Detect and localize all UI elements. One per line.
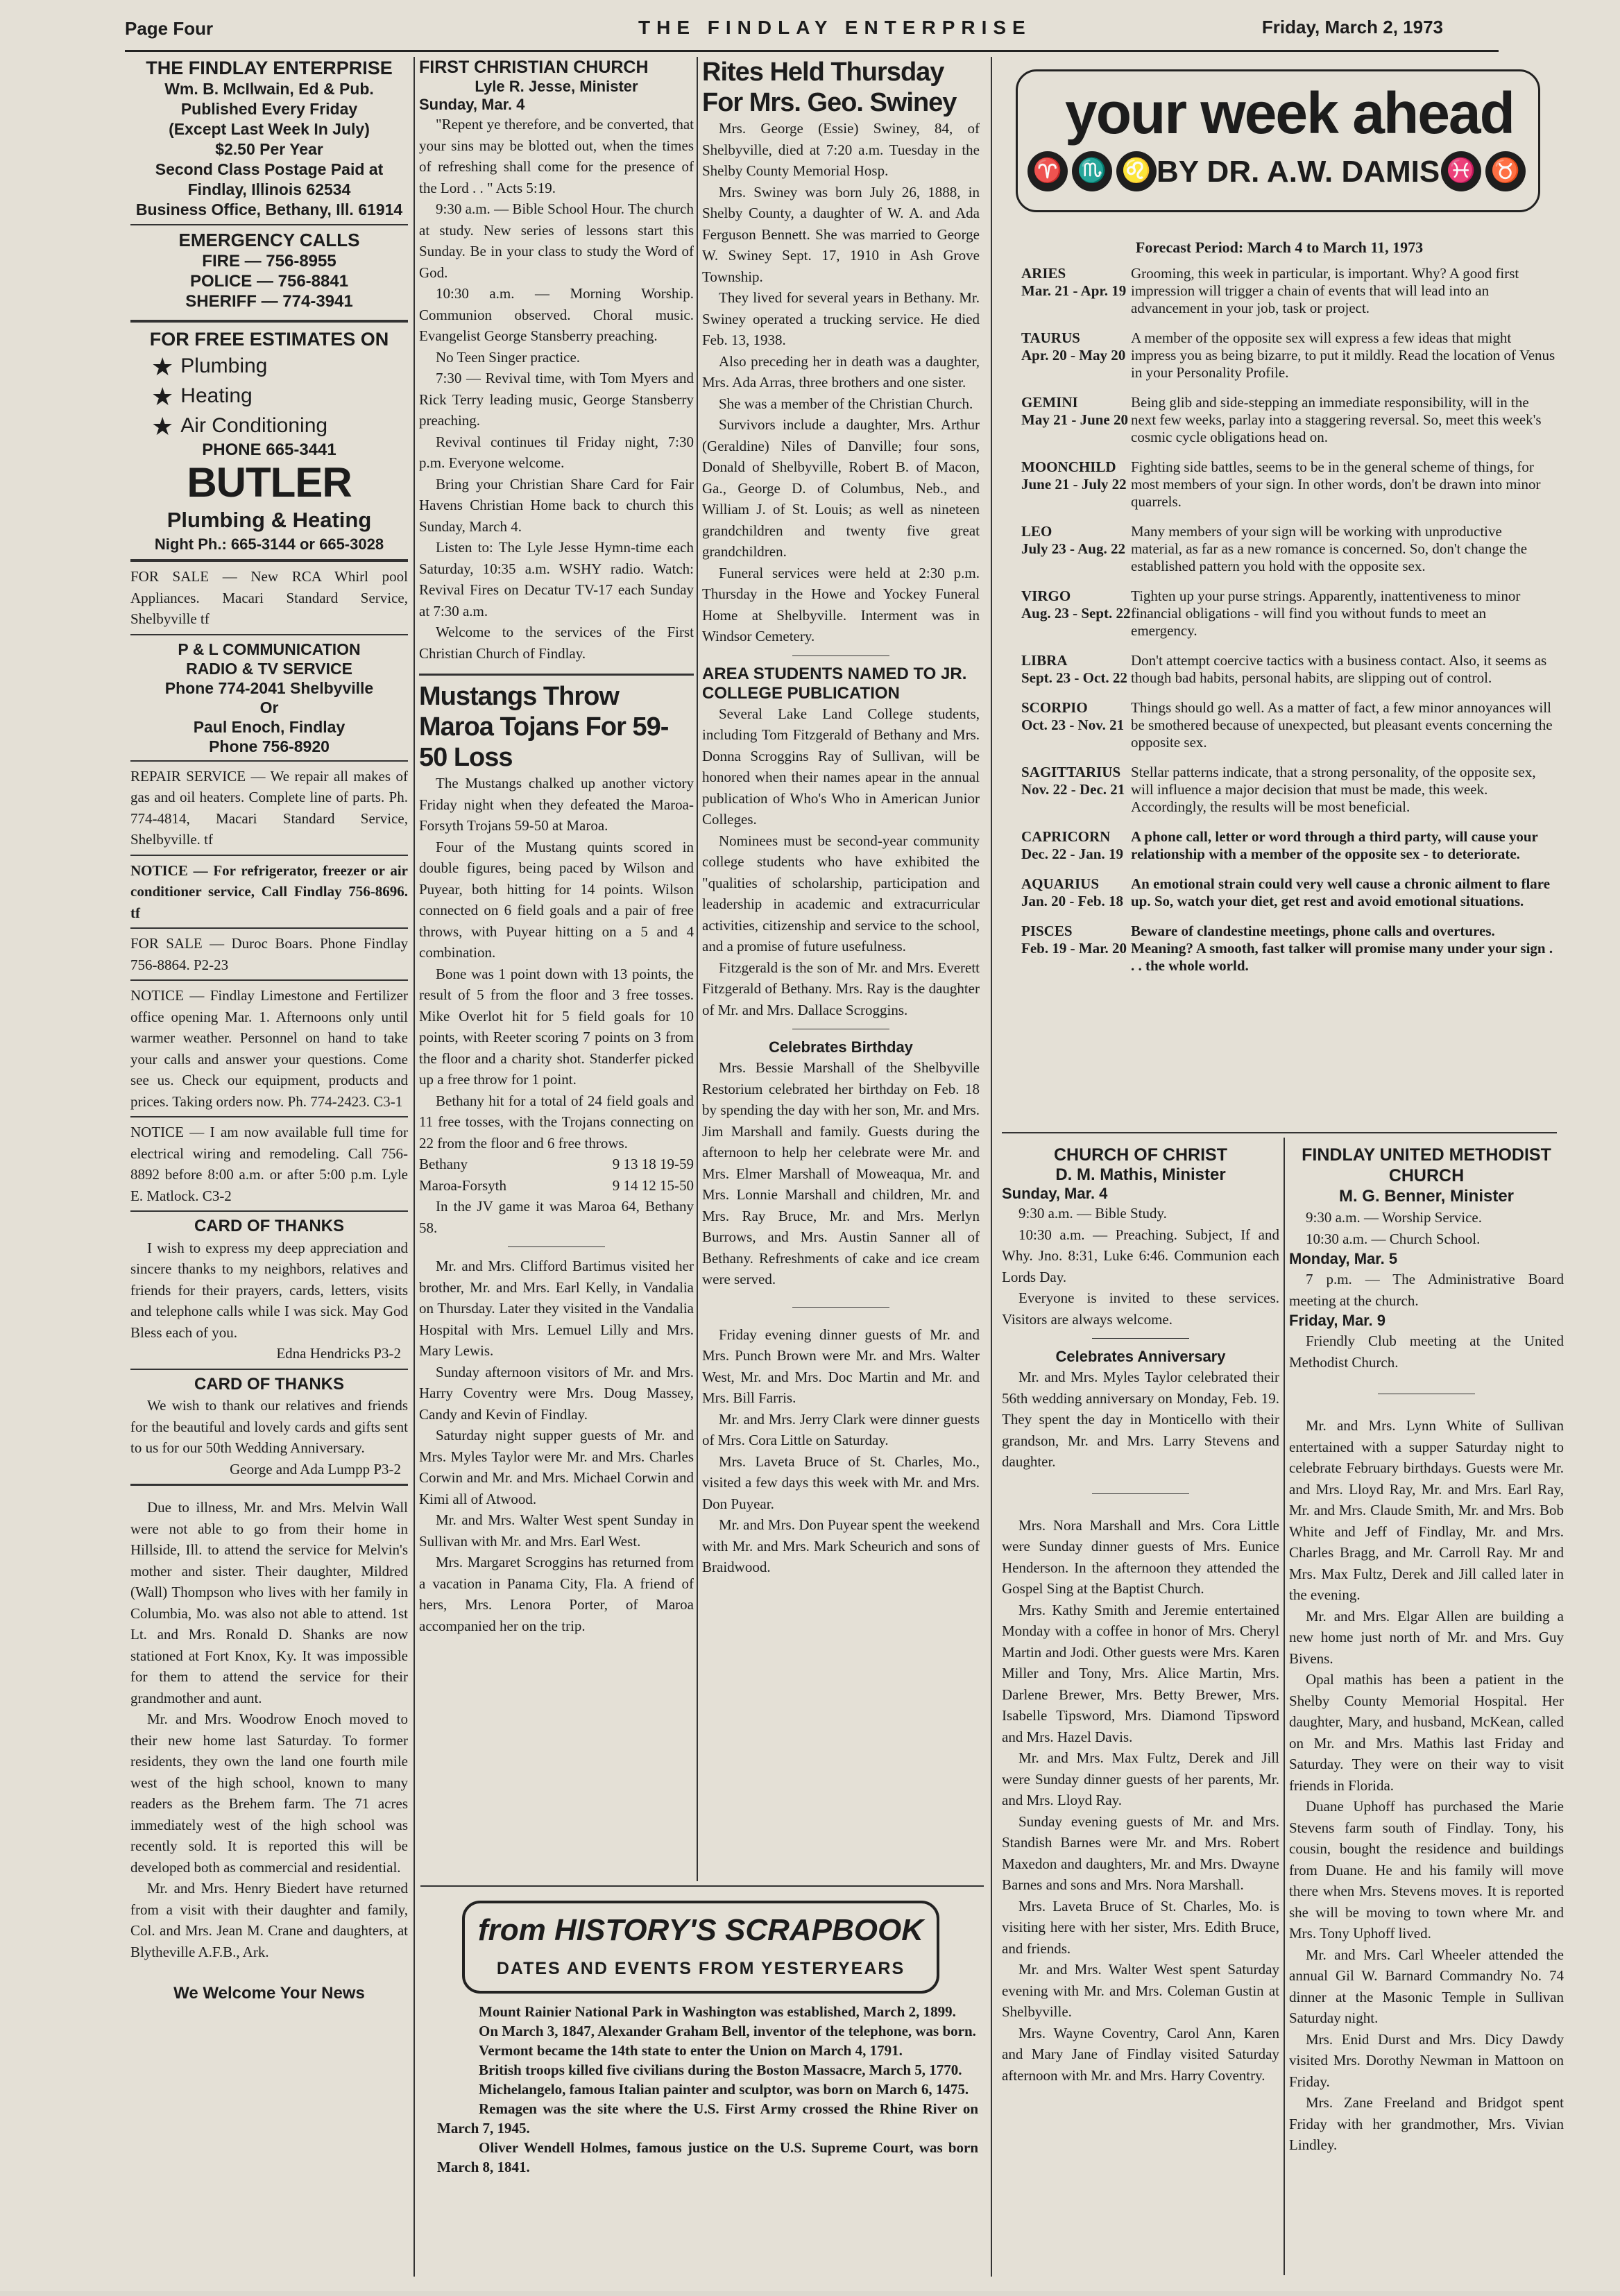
church-minister: M. G. Benner, Minister [1338, 1187, 1515, 1206]
column-divider [413, 57, 415, 2277]
divider [130, 760, 408, 762]
church-line: 10:30 a.m. — Church School. [1306, 1230, 1481, 1247]
pl-line: Phone 756-8920 [209, 737, 330, 755]
sign-text: Beware of clandestine meetings, phone calls and overtures. Meaning? A smooth, fast talker will promise many under your sign . . . the whole world. [1131, 923, 1553, 974]
service-item [130, 382, 408, 411]
sign-text: Don't attempt coercive tactics with a business contact. Also, it seems as though bad habits, personal habits, are slipping out of control. [1131, 652, 1547, 686]
divider [130, 1484, 408, 1486]
scrapbook-banner [462, 1901, 939, 1994]
publication-info [130, 79, 408, 220]
article-paragraph: Nominees must be second-year community college students who have exhibited the "qualities of scholarship, participation and leadership in academic and extracurricular activities, citizenship and service to the school, and a promise of future usefulness. [702, 832, 980, 954]
leo-icon: ♌ [1116, 151, 1157, 191]
church-paragraph: No Teen Singer practice. [436, 348, 581, 366]
issue-date: Friday, March 2, 1973 [1261, 17, 1443, 37]
sign-name: AQUARIUS [1021, 875, 1100, 892]
article-paragraph: She was a member of the Christian Church. [719, 395, 973, 412]
butler-sub: Plumbing & Heating [167, 508, 372, 532]
page-number: Page Four [125, 18, 214, 39]
masthead [125, 12, 1443, 47]
score-team: Maroa-Forsyth [419, 1176, 506, 1194]
card-of-thanks-sign: Edna Hendricks P3-2 [276, 1345, 401, 1362]
church-paragraph: Welcome to the services of the First Christian Church of Findlay. [419, 624, 694, 662]
sign-name: GEMINI [1021, 394, 1078, 411]
social-paragraph: Mrs. Zane Freeland and Bridgot spent Friday with her grandmother, Mrs. Vivian Lindley. [1289, 2094, 1564, 2153]
church-paragraph: 10:30 a.m. — Preaching. Subject, If and Why. Jno. 8:31, Luke 6:46. Communion each Lords Day. [1002, 1226, 1279, 1285]
news-paragraph: Mr. and Mrs. Woodrow Enoch moved to their new home last Saturday. To former residents, they own the land one fourth mile west of the high school, known to many readers as the Brehem farm. The 71 acres immediately west of the high school was recently sold. It is reported this will be developed both as commercial and residential. [130, 1711, 408, 1876]
sign-dates: Apr. 20 - May 20 [1021, 347, 1126, 363]
sign-name: TAURUS [1021, 329, 1080, 346]
pub-line: Second Class Postage Paid at [155, 160, 384, 178]
social-paragraph: Mr. and Mrs. Don Puyear spent the weekend with Mr. and Mrs. Mark Scheurich and sons of Braidwood. [702, 1516, 980, 1575]
sign-label [1021, 588, 1131, 640]
butler-ad-top: FOR FREE ESTIMATES ON [149, 329, 389, 350]
service-label: Heating [180, 384, 253, 407]
taurus-icon: ♉ [1485, 151, 1526, 191]
article-paragraph: Bone was 1 point down with 13 points, the result of 5 from the floor and 3 free tosses. Mike Overlot hit for 5 field goals for 10 points, with Reeter scoring 7 points on 3 from the floor and a charity shot. Standerfer picked up a free throw for 1 point. [419, 965, 694, 1088]
social-paragraph: Mr. and Mrs. Jerry Clark were dinner guests of Mrs. Cora Little on Saturday. [702, 1410, 980, 1448]
article-paragraph: Also preceding her in death was a daughter, Mrs. Ada Arras, three brothers and one sister. [702, 352, 980, 391]
classified-ad: REPAIR SERVICE — We repair all makes of gas and oil heaters. Complete line of parts. Ph. 774-4814, Macari Standard Service, Shelbyville. tf [130, 767, 408, 848]
sign-name: CAPRICORN [1021, 828, 1111, 845]
sign-text: Fighting side battles, seems to be in the general scheme of things, for most members of your sign. In other words, don't be drawn into minor quarrels. [1131, 459, 1541, 510]
article-paragraph: Funeral services were held at 2:30 p.m. Thursday in the Howe and Yockey Funeral Home at Shelbyville. Interment was in Windsor Cemetery. [702, 564, 980, 644]
star-icon: ★ [151, 382, 174, 411]
sign-entry [1021, 523, 1555, 575]
service-item [130, 411, 408, 441]
butler-logo: BUTLER [187, 459, 352, 506]
article-paragraph: Several Lake Land College students, including Tom Fitzgerald of Bethany and Mrs. Donna Scroggins Ray of Sullivan, will be honored when their names apear in the annual publication of Who's Who in American Junior Colleges. [702, 705, 980, 828]
divider [130, 224, 408, 225]
sign-text: Being glib and side-stepping an immediate responsibility, will in the next few weeks, parlay into a staggering reversal. So, meet this week's cosmic cycle obligations head on. [1131, 394, 1542, 445]
church-paragraph: Everyone is invited to these services. Visitors are always welcome. [1002, 1290, 1279, 1328]
card-of-thanks-title: CARD OF THANKS [194, 1217, 344, 1235]
divider [130, 634, 408, 635]
pl-line: P & L COMMUNICATION [178, 640, 361, 658]
divider [130, 855, 408, 856]
pl-line: RADIO & TV SERVICE [186, 659, 352, 678]
divider [130, 1210, 408, 1212]
scrapbook-title: from HISTORY'S SCRAPBOOK [477, 1913, 924, 1947]
emergency-line: SHERIFF — 774-3941 [185, 292, 353, 311]
column-5 [1289, 1145, 1564, 2296]
sign-dates: Jan. 20 - Feb. 18 [1021, 893, 1123, 909]
service-label: Plumbing [180, 354, 268, 377]
article-paragraph: Mrs. Swiney was born July 26, 1888, in Shelby County, a daughter of W. A. and Ada Ferguson Bennett. She was married to George W. Swiney Sept. 17, 1910 in Ash Grove Township. [702, 183, 980, 285]
article-paragraph: In the JV game it was Maroa 64, Bethany 58. [419, 1198, 694, 1236]
sign-label [1021, 523, 1131, 575]
sign-label [1021, 828, 1131, 863]
publication-title: THE FINDLAY ENTERPRISE [146, 58, 393, 78]
divider [508, 1246, 605, 1247]
sign-dates: Feb. 19 - Mar. 20 [1021, 940, 1127, 957]
aries-icon: ♈ [1028, 151, 1068, 191]
article-paragraph: Survivors include a daughter, Mrs. Arthur (Geraldine) Niles of Danville; four sons, Donald of Shelbyville, Robert B. of Macon, Ga., George D. of Columbus, Neb., and William J. of St. Louis; as well as nineteen grandchildren and twenty five great grandchildren. [702, 416, 980, 560]
article-paragraph: The Mustangs chalked up another victory Friday night when they defeated the Maroa-Forsyth Trojans 59-50 at Maroa. [419, 775, 694, 834]
divider [130, 320, 408, 323]
sign-label [1021, 699, 1131, 751]
butler-phone: PHONE 665-3441 [202, 440, 336, 459]
service-label: Air Conditioning [180, 414, 328, 437]
social-paragraph: Opal mathis has been a patient in the Shelby County Memorial Hospital. Her daughter, Mary, and husband, McKean, called on Mr. and Mrs. Mathis last Friday and Saturday. They were on their way to visit friends in Florida. [1289, 1671, 1564, 1794]
divider [792, 1307, 889, 1308]
sign-label [1021, 459, 1131, 511]
scrapbook-subtitle: DATES AND EVENTS FROM YESTERYEARS [496, 1959, 905, 1978]
sign-name: SAGITTARIUS [1021, 764, 1121, 780]
sign-name: VIRGO [1021, 588, 1071, 604]
social-paragraph: Mr. and Mrs. Max Fultz, Derek and Jill were Sunday dinner guests of her parents, Mr. and Mrs. Lloyd Ray. [1002, 1749, 1279, 1808]
history-scrapbook [420, 1901, 984, 2275]
social-paragraph: Sunday afternoon visitors of Mr. and Mrs. Harry Coventry were Mrs. Doug Massey, Candy and Kevin of Findlay. [419, 1363, 694, 1423]
sign-text: Grooming, this week in particular, is important. Why? A good first impression will trigger a chain of events that will lead into an advancement in your job, task or project. [1131, 265, 1519, 316]
social-paragraph: Mr. and Mrs. Walter West spent Sunday in Sullivan with Mr. and Mrs. Earl West. [419, 1511, 694, 1550]
subheadline: Celebrates Anniversary [1055, 1348, 1226, 1365]
church-title: CHURCH OF CHRIST [1054, 1145, 1227, 1165]
sign-text: A phone call, letter or word through a third party, will cause your relationship with a member of the opposite sex - to deteriorate. [1131, 828, 1538, 862]
sign-entry [1021, 923, 1555, 975]
church-paragraph: Bring your Christian Share Card for Fair Havens Christian Home back to church this Sunday, March 4. [419, 475, 694, 535]
horoscope-title: your week ahead [1065, 80, 1514, 146]
sign-text: Stellar patterns indicate, that a strong personality, of the opposite sex, will influence a major decision that must be made, this week. Accordingly, the results will be most beneficial. [1131, 764, 1536, 815]
divider [1092, 1493, 1189, 1494]
card-of-thanks-body: We wish to thank our relatives and friends for the beautiful and lovely cards and gifts sent to us for our 50th Wedding Anniversary. [130, 1397, 408, 1456]
social-paragraph: Mrs. Nora Marshall and Mrs. Cora Little were Sunday dinner guests of Mrs. Eunice Henderson. In the afternoon they attended the Gospel Sing at the Baptist Church. [1002, 1516, 1279, 1597]
sign-label [1021, 875, 1131, 910]
church-date: Sunday, Mar. 4 [1002, 1185, 1108, 1202]
scrapbook-item: British troops killed five civilians during the Boston Massacre, March 5, 1770. [479, 2062, 962, 2078]
sign-label [1021, 394, 1131, 446]
social-paragraph: Duane Uphoff has purchased the Marie Stevens farm south of Findlay. Tony, his cousin, bought the residence and buildings from Duane. He and his family will move there when Mrs. Stevens moves. It is reported she will be moving to town where Mr. and Mrs. Tony Uphoff lived. [1289, 1798, 1564, 1942]
pl-line: Paul Enoch, Findlay [193, 717, 346, 736]
subheadline: Celebrates Birthday [769, 1038, 913, 1056]
sign-dates: Oct. 23 - Nov. 21 [1021, 717, 1125, 733]
social-paragraph: Mrs. Laveta Bruce of St. Charles, Mo. is visiting here with her sister, Mrs. Edith Bruce, and friends. [1002, 1897, 1279, 1957]
divider [130, 927, 408, 929]
scrapbook-item: On March 3, 1847, Alexander Graham Bell, inventor of the telephone, was born. [479, 2023, 976, 2039]
column-3 [702, 57, 980, 1902]
scrapbook-item: Vermont became the 14th state to enter the Union on March 4, 1791. [479, 2042, 903, 2059]
sign-entry [1021, 394, 1555, 446]
horoscope-banner [1016, 69, 1540, 212]
column-2 [419, 57, 694, 1902]
star-icon: ★ [151, 352, 174, 381]
pub-line: Findlay, Illinois 62534 [187, 180, 351, 198]
column-4 [1002, 1145, 1279, 2296]
emergency-line: POLICE — 756-8841 [189, 272, 349, 291]
sign-entry [1021, 329, 1555, 382]
sign-dates: Aug. 23 - Sept. 22 [1021, 605, 1131, 622]
star-icon: ★ [151, 412, 174, 440]
church-title: FIRST CHRISTIAN CHURCH [419, 58, 649, 77]
newspaper-name: THE FINDLAY ENTERPRISE [638, 17, 1032, 38]
pub-line: $2.50 Per Year [215, 140, 323, 158]
social-paragraph: Mrs. Kathy Smith and Jeremie entertained Monday with a coffee in honor of Mrs. Cheryl Martin and Jodi. Other guests were Mrs. Karen Miller and Tony, Mrs. Alice Martin, Mrs. Darlene Brewer, Mrs. Betty Brewer, Mrs. Isabelle Tipsword, Mrs. Diamond Tipsword and Mrs. Hazel Davis. [1002, 1601, 1279, 1745]
sign-name: SCORPIO [1021, 699, 1088, 716]
divider [130, 1369, 408, 1370]
church-title: FINDLAY UNITED METHODIST CHURCH [1302, 1145, 1551, 1185]
column-divider [697, 57, 698, 1881]
sign-entry [1021, 588, 1555, 640]
church-minister: D. M. Mathis, Minister [1055, 1165, 1226, 1184]
social-paragraph: Mr. and Mrs. Lynn White of Sullivan entertained with a supper Saturday night to celebrate February birthdays. Guests were Mr. and Mrs. Lloyd Ray, Mr. and Mrs. Earl Ray, Mr. and Mrs. Claude Smith, Mr. and Mrs. Bob White and Jeff of Findlay, Mr. and Mrs. Charles Bragg, and Mr. Carroll Ray. Mr and Mrs. Max Fultz, Derek and Jill called later in the evening. [1289, 1417, 1564, 1603]
service-item [130, 352, 408, 382]
scrapbook-items [437, 2002, 978, 2177]
masthead-rule [125, 50, 1499, 52]
score-team: Bethany [419, 1156, 468, 1172]
sign-label [1021, 923, 1131, 975]
social-paragraph: Mrs. Wayne Coventry, Carol Ann, Karen and Mary Jane of Findlay visited Saturday afternoon with Mr. and Mrs. Harry Coventry. [1002, 2024, 1279, 2084]
church-paragraph: Friendly Club meeting at the United Methodist Church. [1289, 1333, 1564, 1371]
article-paragraph: Fitzgerald is the son of Mr. and Mrs. Everett Fitzgerald of Bethany. Mrs. Ray is the daughter of Mr. and Mrs. Dallace Scroggins. [702, 959, 980, 1018]
emergency-line: FIRE — 756-8955 [202, 252, 336, 271]
score-row [419, 1175, 694, 1197]
church-paragraph: Listen to: The Lyle Jesse Hymn-time each Saturday, 10:35 a.m. WSHY radio. Watch: Revival Fires on Decatur TV-17 each Sunday at 7:30 a.m. [419, 539, 694, 619]
social-paragraph: Mrs. Enid Durst and Mrs. Dicy Dawdy visited Mrs. Dorothy Newman in Mattoon on Friday. [1289, 2030, 1564, 2090]
church-paragraph: 10:30 a.m. — Morning Worship. Communion observed. Choral music. Evangelist George Stansberry preaching. [419, 285, 694, 344]
church-line: 9:30 a.m. — Worship Service. [1306, 1209, 1482, 1226]
sign-dates: June 21 - July 22 [1021, 476, 1127, 492]
column-divider [1284, 1138, 1285, 2275]
sign-text: Things should go well. As a matter of fact, a few minor annoyances will be smothered because of unexpected, but pleasant events concerning the opposite sex. [1131, 699, 1553, 751]
sign-name: MOONCHILD [1021, 459, 1116, 475]
sign-label [1021, 764, 1131, 816]
scrapbook-item: Remagen was the site where the U.S. First Army crossed the Rhine River on March 7, 1945. [437, 2100, 978, 2136]
sign-dates: Sept. 23 - Oct. 22 [1021, 669, 1127, 686]
sign-text: Many members of your sign will be working with unproductive material, as far as a new romance is concerned. So, don't change the established pattern you hold with the opposite sex. [1131, 523, 1528, 574]
social-paragraph: Mrs. Laveta Bruce of St. Charles, Mo., visited a few days this week with Mr. and Mrs. Don Puyear. [702, 1453, 980, 1512]
article-paragraph: Four of the Mustang quints scored in double figures, being paced by Wilson and Puyear, both hitting for 14 points. Wilson connected on 6 field goals and a pair of free throws, with Puyear hitting on a 5 and 4 combination. [419, 838, 694, 961]
sign-label [1021, 265, 1131, 317]
divider [130, 1116, 408, 1117]
sign-dates: May 21 - June 20 [1021, 411, 1128, 428]
sign-entry [1021, 828, 1555, 863]
sign-list [1021, 265, 1555, 987]
news-paragraph: Mr. and Mrs. Henry Biedert have returned from a visit with their daughter and family, Col. and Mrs. Jean M. Crane and daughters, at Blytheville A.F.B., Ark. [130, 1880, 408, 1960]
classified-ad: NOTICE — For refrigerator, freezer or air conditioner service, Call Findlay 756-8696. tf [130, 862, 408, 921]
card-of-thanks-sign: George and Ada Lumpp P3-2 [230, 1460, 401, 1477]
horoscope-bottom-rule [1002, 1132, 1557, 1133]
news-paragraph: Due to illness, Mr. and Mrs. Melvin Wall were not able to go from their home in Hillside, Ill. to attend the service for Melvin's mother and sister. Their daughter, Mildred (Wall) Thompson who lives with her family in Columbia, Mo. was also not able to attend. 1st Lt. and Mrs. Ronald D. Shanks are now stationed at Fort Knox, Ky. It was impossible for them to attend the service for their grandmother and aunt. [130, 1499, 408, 1706]
church-paragraph: 9:30 a.m. — Bible Study. [1018, 1205, 1167, 1222]
church-paragraph: 7:30 — Revival time, with Tom Myers and Rick Terry leading music, George Stansberry preaching. [419, 370, 694, 429]
sign-entry [1021, 875, 1555, 910]
sign-text: Tighten up your purse strings. Apparently, inattentiveness to minor financial obligations - will find you without funds to meet an emergency. [1131, 588, 1521, 639]
sign-label [1021, 329, 1131, 382]
score-quarters: 9 14 12 15-50 [612, 1176, 694, 1194]
pl-line: Or [259, 698, 279, 717]
horoscope-byline: BY DR. A.W. DAMIS [1157, 155, 1440, 189]
sign-entry [1021, 652, 1555, 687]
score-row [419, 1154, 694, 1175]
sign-dates: Nov. 22 - Dec. 21 [1021, 781, 1125, 798]
headline: Rites Held Thursday For Mrs. Geo. Swiney [702, 58, 957, 117]
emergency-title: EMERGENCY CALLS [178, 230, 360, 250]
card-of-thanks-body: I wish to express my deep appreciation and sincere thanks to my neighbors, relatives and friends for their prayers, cards, letters, visits and telephone calls while I was sick. May God Bless each of you. [130, 1239, 408, 1341]
sign-text: An emotional strain could very well cause a chronic ailment to flare up. So, watch your diet, get rest and avoid emotional situations. [1131, 875, 1551, 909]
sign-entry [1021, 459, 1555, 511]
scorpio-icon: ♏ [1072, 151, 1112, 191]
welcome-news: We Welcome Your News [173, 1984, 365, 2003]
church-date: Sunday, Mar. 4 [419, 96, 525, 113]
classified-ad: NOTICE — I am now available full time for electrical wiring and remodeling. Call 756-8892 before 8:00 a.m. or after 5:00 p.m. Lyle E. Matlock. C3-2 [130, 1124, 408, 1204]
scrapbook-item: Mount Rainier National Park in Washington was established, March 2, 1899. [479, 2003, 956, 2020]
social-paragraph: Saturday night supper guests of Mr. and Mrs. Myles Taylor were Mr. and Mrs. Charles Corwin and Mr. and Mrs. Michael Corwin and Kimi all of Atwood. [419, 1427, 694, 1507]
social-paragraph: Mr. and Mrs. Walter West spent Saturday evening with Mr. and Mrs. Coleman Gustin at Shelbyville. [1002, 1961, 1279, 2020]
pl-line: Phone 774-2041 Shelbyville [164, 678, 374, 697]
church-date: Friday, Mar. 9 [1289, 1312, 1385, 1329]
scrapbook-item: Michelangelo, famous Italian painter and sculptor, was born on March 6, 1475. [479, 2081, 969, 2098]
sign-name: LIBRA [1021, 652, 1068, 669]
social-paragraph: Friday evening dinner guests of Mr. and Mrs. Punch Brown were Mr. and Mrs. Walter West, Mr. and Mrs. Doc Martin and Mr. and Mrs. Bill Farris. [702, 1326, 980, 1406]
column-divider [991, 57, 992, 2277]
sign-entry [1021, 699, 1555, 751]
butler-night: Night Ph.: 665-3144 or 665-3028 [154, 536, 384, 553]
pub-line: Wm. B. McIlwain, Ed & Pub. [164, 80, 374, 98]
social-paragraph: Sunday evening guests of Mr. and Mrs. Standish Barnes were Mr. and Mrs. Robert Maxedon and daughters, Mr. and Mrs. Dwayne Barnes and sons and Mrs. Nora Marshall. [1002, 1813, 1279, 1893]
church-minister: Lyle R. Jesse, Minister [475, 78, 638, 95]
pub-line: (Except Last Week In July) [169, 120, 370, 138]
horoscope-feature [1002, 57, 1557, 1118]
sign-text: A member of the opposite sex will express a few ideas that might impress you as being bizarre, to put it mildly. Read the location of Venus in your Personality Profile. [1131, 329, 1555, 381]
article-paragraph: Mrs. George (Essie) Swiney, 84, of Shelbyville, died at 7:20 a.m. Tuesday in the Shelby County Memorial Hosp. [702, 120, 980, 179]
sign-label [1021, 652, 1131, 687]
sign-entry [1021, 265, 1555, 317]
divider [419, 674, 694, 676]
pub-line: Published Every Friday [180, 100, 358, 118]
divider [130, 559, 408, 562]
sign-dates: Dec. 22 - Jan. 19 [1021, 846, 1123, 862]
social-paragraph: Mr. and Mrs. Carl Wheeler attended the annual Gil W. Barnard Commandry No. 74 dinner at the Masonic Temple in Sullivan Saturday night. [1289, 1946, 1564, 2026]
social-paragraph: Mrs. Margaret Scroggins has returned from a vacation in Panama City, Fla. A friend of hers, Mrs. Lenora Porter, of Maroa accompanied her on the trip. [419, 1554, 694, 1634]
classified-ad: FOR SALE — Duroc Boars. Phone Findlay 756-8864. P2-23 [130, 935, 408, 973]
article-paragraph: They lived for several years in Bethany. Mr. Swiney operated a trucking service. He died Feb. 13, 1938. [702, 289, 980, 348]
pisces-icon: ♓ [1441, 151, 1481, 191]
pl-ad [130, 640, 408, 756]
church-paragraph: Revival continues til Friday night, 7:30 p.m. Everyone welcome. [419, 433, 694, 471]
article-paragraph: Mrs. Bessie Marshall of the Shelbyville Restorium celebrated her birthday on Feb. 18 by spending the day with her son, Mr. and Mrs. Jim Marshall and family. Guests during the afternoon to help her celebrate were Mr. and Mrs. Elmer Marshall of Moweaqua, Mr. and Mrs. Lonnie Marshall and children, Mr. and Mrs. Ray Bruce, Mr. and Mrs. Merlyn Burrows, and Mrs. Austin Sanner all of Bethany. Refreshments of cake and ice cream were served. [702, 1059, 980, 1287]
church-paragraph: 7 p.m. — The Administrative Board meeting at the church. [1289, 1271, 1564, 1309]
social-paragraph: Mr. and Mrs. Elgar Allen are building a new home just north of Mr. and Mrs. Guy Bivens. [1289, 1607, 1564, 1667]
divider [1092, 1338, 1189, 1339]
church-paragraph: "Repent ye therefore, and be converted, that your sins may be blotted out, when the times of refreshing shall come for the presence of the Lord . . " Acts 5:19. [419, 116, 694, 196]
sign-name: LEO [1021, 523, 1052, 540]
classified-ad: FOR SALE — New RCA Whirl pool Appliances. Macari Standard Service, Shelbyville tf [130, 568, 408, 627]
score-quarters: 9 13 18 19-59 [612, 1156, 694, 1172]
pub-line: Business Office, Bethany, Ill. 61914 [135, 200, 403, 219]
sign-name: ARIES [1021, 265, 1066, 282]
headline: AREA STUDENTS NAMED TO JR. COLLEGE PUBLICATION [702, 664, 967, 703]
sign-dates: Mar. 21 - Apr. 19 [1021, 282, 1127, 299]
sign-name: PISCES [1021, 923, 1073, 939]
sign-dates: July 23 - Aug. 22 [1021, 540, 1125, 557]
church-date: Monday, Mar. 5 [1289, 1250, 1398, 1267]
sign-entry [1021, 764, 1555, 816]
church-paragraph: 9:30 a.m. — Bible School Hour. The church at study. New series of lessons start this Sunday. Be in your class to study the Word of God. [419, 200, 694, 281]
scrapbook-item: Oliver Wendell Holmes, famous justice on the U.S. Supreme Court, was born March 8, 1841. [437, 2139, 978, 2175]
divider [130, 979, 408, 981]
classified-ad: NOTICE — Findlay Limestone and Fertilizer office opening Mar. 1. Afternoons only until warmer weather. Personnel on hand to take your calls and answer your questions. Come see us. Check our equipment, products and prices. Taking orders now. Ph. 774-2423. C3-1 [130, 987, 408, 1110]
headline: Mustangs Throw Maroa Tojans For 59-50 Loss [419, 682, 669, 772]
forecast-period: Forecast Period: March 4 to March 11, 1973 [1135, 239, 1424, 256]
social-paragraph: Mr. and Mrs. Clifford Bartimus visited her brother, Mr. and Mrs. Earl Kelly, in Vandalia on Thursday. Later they visited in the Vandalia Hospital with Mrs. Lemuel Lilly and Mrs. Mary Lewis. [419, 1258, 694, 1359]
emergency-numbers [130, 251, 408, 311]
card-of-thanks-title: CARD OF THANKS [194, 1374, 344, 1394]
article-paragraph: Bethany hit for a total of 24 field goals and 11 free tosses, with the Trojans connecting on 22 from the floor and 6 free throws. [419, 1092, 694, 1151]
article-paragraph: Mr. and Mrs. Myles Taylor celebrated their 56th wedding anniversary on Monday, Feb. 19. They spent the day in Monticello with their grandson, Mr. and Mrs. Larry Stevens and daughter. [1002, 1369, 1279, 1470]
column-1 [130, 57, 408, 2284]
